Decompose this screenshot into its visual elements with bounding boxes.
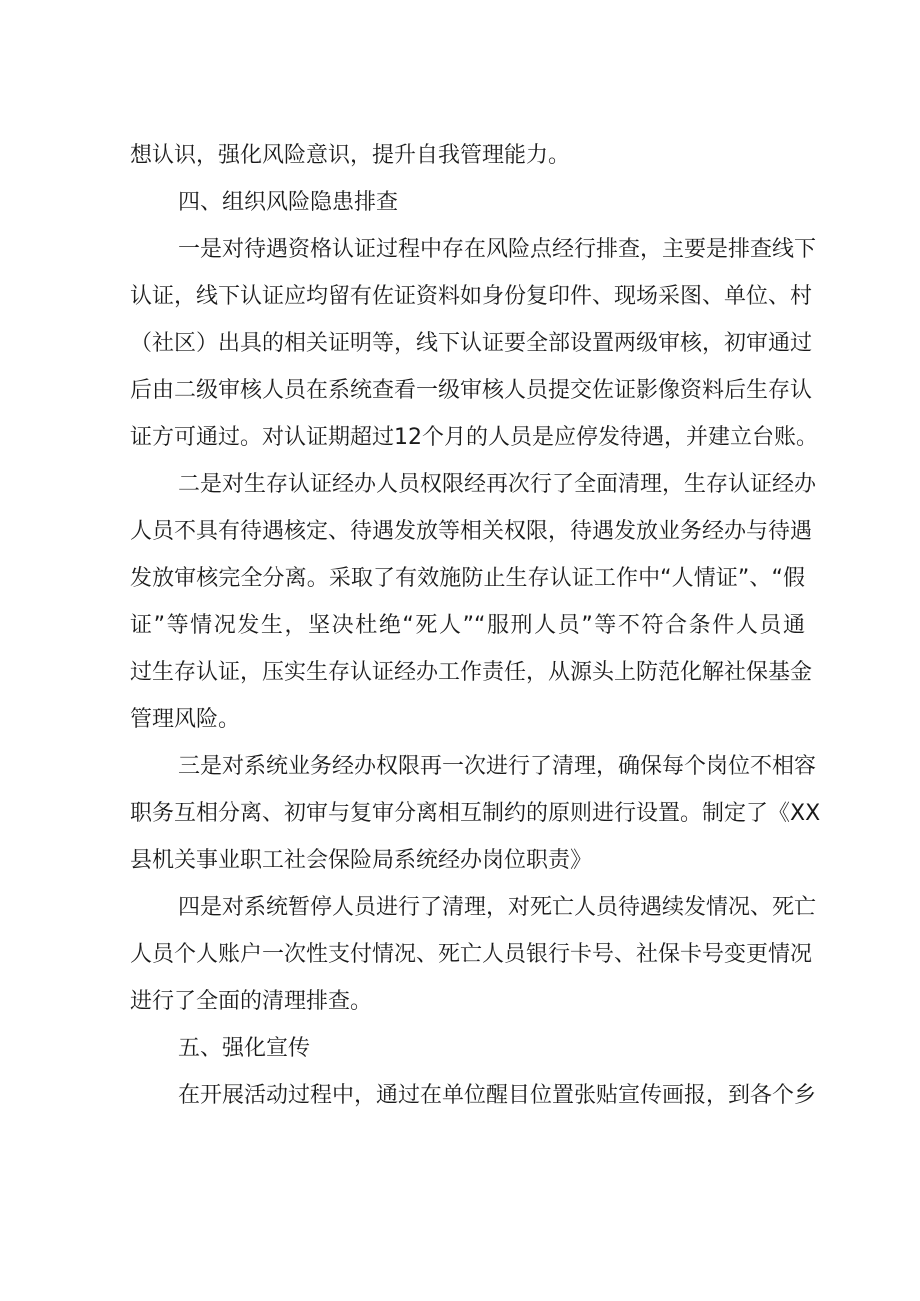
text-line: 过生存认证，压实生存认证经办工作责任，从源头上防范化解社保基金 xyxy=(130,660,813,685)
text-line: 县机关事业职工社会保险局系统经办岗位职责》 xyxy=(130,848,593,873)
text-line: 一是对待遇资格认证过程中存在风险点经行排查，主要是排查线下 xyxy=(178,237,817,262)
text-line: 认证，线下认证应均留有佐证资料如身份复印件、现场采图、单位、村 xyxy=(130,284,813,309)
text-line: 人员不具有待遇核定、待遇发放等相关权限，待遇发放业务经办与待遇 xyxy=(130,519,813,544)
text-line: 管理风险。 xyxy=(130,707,241,732)
heading-text: 四、组织风险隐患排查 xyxy=(178,190,399,215)
text-line: 后由二级审核人员在系统查看一级审核人员提交佐证影像资料后生存认 xyxy=(130,378,813,403)
text-line: 在开展活动过程中，通过在单位醒目位置张贴宣传画报，到各个乡 xyxy=(178,1083,817,1108)
text-line: 证方可通过。对认证期超过12个月的人员是应停发待遇，并建立台账。 xyxy=(130,425,818,450)
text-line: 三是对系统业务经办权限再一次进行了清理，确保每个岗位不相容 xyxy=(178,754,817,779)
text-line: 证”等情况发生，坚决杜绝“死人”“服刑人员”等不符合条件人员通 xyxy=(130,613,805,638)
text-line: 四是对系统暂停人员进行了清理，对死亡人员待遇续发情况、死亡 xyxy=(178,895,817,920)
text-line: 想认识，强化风险意识，提升自我管理能力。 xyxy=(130,143,571,168)
text-line: 职务互相分离、初审与复审分离相互制约的原则进行设置。制定了《XX xyxy=(130,801,821,826)
heading-text: 五、强化宣传 xyxy=(178,1036,311,1061)
text-line: 进行了全面的清理排查。 xyxy=(130,989,373,1014)
text-line: 人员个人账户一次性支付情况、死亡人员银行卡号、社保卡号变更情况 xyxy=(130,942,813,967)
text-line: 发放审核完全分离。采取了有效施防止生存认证工作中“人情证”、“假 xyxy=(130,566,805,591)
text-line: （社区）出具的相关证明等，线下认证要全部设置两级审核，初审通过 xyxy=(130,331,813,356)
text-line: 二是对生存认证经办人员权限经再次行了全面清理，生存认证经办 xyxy=(178,472,817,497)
